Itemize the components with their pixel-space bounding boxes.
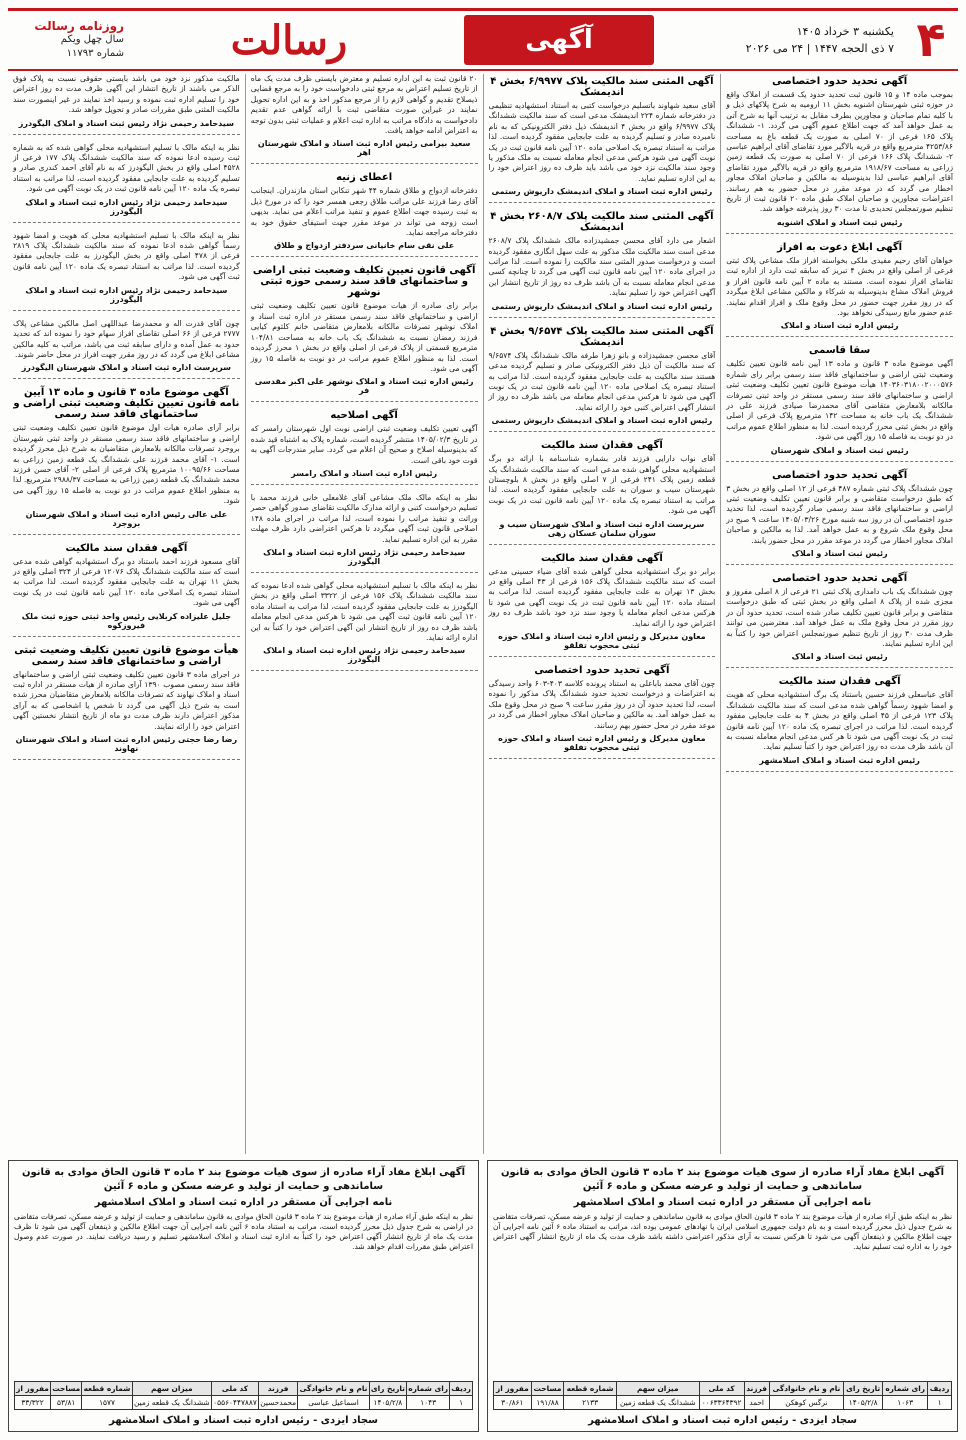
table-header-cell: مساحت — [51, 1382, 82, 1396]
table-cell: ۳۰/۸۶۱ — [494, 1396, 532, 1410]
ad-signature: رئیس ثبت اسناد و املاک — [791, 652, 888, 662]
notice-title: آگهی ابلاغ مفاد آراء صادره از سوی هیات موضوع بند ۲ ماده ۳ قانون الحاق موادی به قانون ساماندهی و حمایت از تولید و عرضه مسکن و ماده ۶ آئین — [21, 1167, 466, 1192]
classified-ad — [489, 211, 716, 317]
ad-signature: سرپرست اداره ثبت اسناد و املاک شهرستان سیب و سوران سلمان عسکان زهی — [499, 519, 705, 538]
table-cell: ۱۴۰۵/۲/۸ — [369, 1396, 406, 1410]
table-cell: ۱۴۰۵/۲/۸ — [844, 1396, 883, 1410]
table-cell: ۱ — [928, 1396, 952, 1410]
classified-ad — [726, 470, 953, 565]
classified-ad — [251, 410, 478, 485]
table-cell: ۱۵۷۷ — [82, 1396, 132, 1410]
table-header-row — [15, 1382, 473, 1396]
table-cell: ۱ — [450, 1396, 473, 1410]
ad-body: چون ششدانگ یک باب دامداری پلاک ثبتی ۲۱ فرعی از ۸ اصلی مفروز و مجزی شده از پلاک ۸ اصلی واقع در بخش ثبتی که طبق درخواست متقاضی و برابر قانون تعیین تکلیف صادر شده است، تحدید حدود آن در روز مقرر در محل وقوع ملک به عمل خواهد آمد. معترضین می توانند ظرف مدت ۳۰ روز از تاریخ تنظیم صورتمجلس اعتراض خود را کتباً به این اداره تسلیم نمایند. — [726, 587, 954, 649]
table-header-cell: کد ملی — [211, 1382, 258, 1396]
date-block — [654, 23, 904, 57]
table-header-cell: ردیف — [928, 1382, 952, 1396]
ad-signature: سیدحامد رحیمی نژاد رئیس اداره ثبت اسناد و املاک الیگودرز — [263, 547, 466, 566]
table-header-cell: شماره قطعه — [82, 1382, 132, 1396]
ad-body: برابر آرای صادره هیات اول موضوع قانون تعیین تکلیف وضعیت ثبتی اراضی و ساختمانهای فاقد سند رسمی مستقر در واحد ثبتی شهرستان بروجرد تصرفات مالکانه بلامعارض متقاضیان به شرح ذیل محرز گردیده است. ۱- آقای محمد فرزند علی ششدانگ یک قطعه زمین زراعی به مساحت ۱۰۰۹۵/۶۶ مترمربع پلاک فرعی از اصلی ۲- آقای حسن فرزند محمد ششدانگ یک قطعه زمین زراعی به مساحت ۲۹۸۸/۳۷ مترمربع. لذا به منظور اطلاع عموم مراتب در دو نوبت به فاصله ۱۵ روز آگهی می شود. — [13, 423, 240, 506]
masthead — [8, 8, 958, 71]
table-cell: ۲۱۳۳ — [564, 1396, 617, 1410]
classified-ad — [726, 242, 953, 337]
table-header-cell: تاریخ رای — [369, 1382, 406, 1396]
classified-ad — [13, 74, 240, 135]
ad-signature: رئیس ثبت اسناد و املاک شهرستان — [770, 445, 909, 455]
table-cell: ۵۳/۸۱ — [51, 1396, 82, 1410]
ad-title: آگهی المثنی سند مالکیت پلاک ۲۶۰۸/۷ بخش ۴ اندیمشک — [490, 211, 714, 234]
ad-body: مالکیت مذکور نزد خود می باشد بایستی حقوقی نسبت به پلاک فوق الذکر می باشند از تاریخ انتشار این آگهی ظرف مدت ده روز اعتراض خود را تسلیم اداره ثبت نموده و رسید اخذ نمایند در غیر اینصورت سند مالکیت المثنی طبق مقررات صادر و تحویل خواهد شد. — [13, 74, 240, 115]
table-header-cell: نام و نام خانوادگی — [769, 1382, 844, 1396]
ad-title: آگهی ابلاغ دعوت به افراز — [777, 241, 903, 253]
ad-signature: سیدحامد رحیمی نژاد رئیس اداره ثبت اسناد و املاک الیگودرز — [25, 285, 228, 304]
table-header-row — [494, 1382, 952, 1396]
ad-column — [483, 74, 721, 1154]
ad-signature: سیدحامد رحیمی نژاد رئیس اداره ثبت اسناد و املاک الیگودرز — [263, 646, 466, 665]
ad-title: آگهی تحدید حدود اختصاصی — [772, 76, 908, 87]
ad-signature: سعید بیرامی رئیس اداره ثبت اسناد و املاک شهرستان اهر — [257, 139, 471, 158]
page-number: ۴ — [916, 12, 946, 68]
table-cell: ۳۳/۳۲۲ — [15, 1396, 51, 1410]
table-header-cell: مفروز از — [494, 1382, 532, 1396]
ad-body: خواهان آقای رحیم مفیدی ملکی بخواسته افراز ملک مشاعی پلاک ثبتی فرعی از اصلی واقع در بخش ۴ تبریز که سابقه ثبت دارد از اداره ثبت تقاضای افراز نموده است. مستند به ماده ۲ آیین نامه قانون افراز و فروش املاک مشاع بدینوسیله به شرکاء و مالکین مشاعی ابلاغ میگردد که در روز مقرر جهت حضور در محل وقوع ملک و افراز اقدام نمایند. عدم حضور مانع رسیدگی نخواهد بود. — [726, 255, 953, 317]
table-cell: ۱۰۶۳ — [883, 1396, 928, 1410]
ad-body: آگهی تعیین تکلیف وضعیت ثبتی اراضی نوبت اول شهرستان رامسر که در تاریخ ۱۴۰۵/۰۲/۳ منتشر گردیده است، شماره پلاک به اشتباه قید شده که بدینوسیله اصلاح و صحیح آن اعلام می گردد. سایر مندرجات آگهی به قوت خود باقی است. — [250, 424, 478, 465]
classified-ad — [13, 543, 240, 637]
table-header-cell: فرزند — [259, 1382, 298, 1396]
classified-ad — [13, 231, 240, 311]
classified-ad — [13, 387, 240, 534]
ad-body: نظر به اینکه مالک با تسلیم استشهادیه محلی گواهی شده ادعا نموده که سند مالکیت ششدانگ پلاک ۱۵۶ فرعی از ۳۳۲۲ اصلی واقع در بخش الیگودرز به علت جابجایی مفقود گردیده است، لذا مراتب به استناد ماده ۱۲۰ آیین نامه قانون ثبت آگهی می شود تا هرکس مدعی انجام معامله باشد ظرف ده روز از تاریخ انتشار این آگهی اعتراض خود را کتباً به این اداره ارائه نماید. — [250, 580, 478, 642]
brand-name: روزنامه رسالت — [34, 19, 124, 33]
ad-title: آگهی فقدان سند مالکیت — [778, 676, 901, 688]
table-header-cell: رای شماره — [407, 1382, 450, 1396]
table-header-cell: رای شماره — [883, 1382, 928, 1396]
ad-title: آگهی قانون تعیین تکلیف وضعیت ثبتی اراضی و ساختمانهای فاقد سند رسمی حوزه ثبتی نوشهر — [252, 265, 476, 299]
ad-column — [8, 74, 245, 1154]
newspaper-logo: رسالت — [230, 16, 348, 64]
ad-body: در اجرای ماده ۳ قانون تعیین تکلیف وضعیت ثبتی اراضی و ساختمانهای فاقد سند رسمی مصوب ۱۳۹۰ آرای صادره از هیات مستقر در اداره ثبت اسناد و املاک نهاوند که تصرفات مالکانه بلامعارض متقاضیان محرز شده است به شرح ذیل آگهی می گردد تا شخص یا اشخاصی که به آرای مذکور اعتراض دارند ظرف مدت دو ماه از تاریخ انتشار نخستین آگهی اعتراض خود را ارائه نمایند. — [13, 669, 240, 731]
classified-ad — [13, 143, 240, 223]
ad-body: چون آقای قدرت اله و محمدرضا عبداللهی اصل مالکین مشاعی پلاک ۲۷۷۷ فرعی از ۶۶ اصلی تقاضای افراز سهام خود را نموده اند که تحدید حدود به عمل آمده و دارای سابقه ثبت می باشد، مراتب به کلیه مالکین مشاعی ابلاغ می گردد که در روز مقرر جهت افراز در محل حاضر شوند. — [13, 318, 240, 359]
classified-ad — [489, 553, 716, 657]
ad-signature: علی عالی رئیس اداره ثبت اسناد و املاک شهرستان بروجرد — [25, 509, 228, 528]
classified-ad — [251, 581, 478, 671]
table-header-cell: کد ملی — [699, 1382, 744, 1396]
ad-signature: سیدحامد رحیمی نژاد رئیس اداره ثبت اسناد و املاک الیگودرز — [25, 197, 228, 216]
ad-signature: رئیس اداره ثبت اسناد و املاک اندیمشک داریوش رستمی — [491, 301, 713, 311]
ad-title: آگهی موضوع ماده ۳ قانون و ماده ۱۳ آیین نامه قانون تعیین تکلیف وضعیت ثبتی اراضی و ساختمانهای فاقد سند رسمی — [13, 387, 240, 421]
ad-signature: رئیس اداره ثبت اسناد و املاک اسلامشهر — [759, 755, 920, 765]
ad-columns — [8, 74, 958, 1154]
ad-title: آگهی فقدان سند مالکیت — [540, 552, 663, 564]
ad-body: ۲۰ قانون ثبت به این اداره تسلیم و معترض بایستی ظرف مدت یک ماه از تاریخ تسلیم اعتراض به مرجع ثبتی دادخواست خود را به مرجع قضایی ذیصلاح تقدیم و گواهی لازم را از مرجع مذکور اخذ و به این اداره تحویل نمایند در غیراین صورت متقاضی ثبت با ارائه گواهی عدم تقدیم دادخواست به دادگاه مراتب به اداره ثبت اعلام و عملیات ثبتی بدون توجه به اعتراض ادامه خواهد یافت. — [250, 74, 478, 136]
table-header-cell: نام و نام خانوادگی — [298, 1382, 369, 1396]
ad-signature: جلیل علیزاده کربلایی رئیس واحد ثبتی حوزه ثبت ملک فیروزکوه — [21, 611, 231, 630]
issue-line: شماره ۱۱۷۹۳ — [66, 48, 124, 59]
table-row — [15, 1396, 473, 1410]
registry-table — [493, 1381, 952, 1410]
ad-title: اعطای زنیه — [336, 172, 393, 184]
table-cell: محمدحسین — [259, 1396, 298, 1410]
ad-body: چون آقای محمد باباعلی به استناد پرونده کلاسه ۴۰۳-۶۰۳ واحد رسیدگی به اعتراضات و درخواست تحدید حدود ششدانگ پلاک مذکور را نموده است، لذا تحدید حدود آن در روز مقرر ساعت ۹ صبح در محل وقوع ملک به عمل خواهد آمد. به مالکین و صاحبان املاک مجاور اخطار می گردد در موعد مقرر در محل حضور بهم رسانند. — [488, 679, 716, 730]
ad-column — [245, 74, 483, 1154]
bottom-notices — [8, 1160, 958, 1432]
classified-ad — [489, 76, 716, 203]
ad-body: نظر به اینکه مالک با تسلیم استشهادیه محلی که هویت و امضا شهود رسماً گواهی شده ادعا نموده که سند مالکیت ششدانگ پلاک ۲۸۱۹ فرعی از ۴۷۸ اصلی واقع در بخش الیگودرز به علت جابجایی مفقود گردیده است. لذا مراتب به استناد تبصره یک ماده ۱۲۰ آیین نامه قانون ثبت آگهی می شود. — [13, 230, 240, 282]
registry-table — [14, 1381, 473, 1410]
section-title: آگهی — [464, 15, 654, 65]
ad-signature: سرپرست اداره ثبت اسناد و املاک شهرستان الیگودرز — [21, 363, 232, 373]
ad-body: برابر رای صادره از هیات موضوع قانون تعیین تکلیف وضعیت ثبتی اراضی و ساختمانهای فاقد سند رسمی مستقر در اداره ثبت اسناد و املاک نوشهر تصرفات مالکانه بلامعارض متقاضی خانم کلثوم کیایی فرزند رمضان نسبت به ششدانگ یک باب خانه به مساحت ۱۰۴/۸۱ مترمربع قسمتی از پلاک فرعی از اصلی واقع در بخش ۱ محرز گردیده است. لذا به منظور اطلاع عموم مراتب در دو نوبت به فاصله ۱۵ روز آگهی می شود. — [250, 301, 478, 373]
table-header-cell: تاریخ رای — [844, 1382, 883, 1396]
registry-notice — [487, 1160, 958, 1432]
classified-ad — [489, 440, 716, 544]
ad-body: برابر دو برگ استشهادیه محلی گواهی شده آقای ضیاء حسینی مدعی است که سند مالکیت ششدانگ پلاک ۱۵۶ فرعی از ۴۳ اصلی واقع در بخش ۱۳ تهران به علت جابجایی مفقود گردیده است. لذا مراتب به استناد ماده ۱۲۰ آیین نامه قانون ثبت در یک نوبت آگهی می شود تا هرکس مدعی انجام معامله یا وجود سند نزد خود باشد ظرف ده روز اعتراض خود را ارائه نماید. — [488, 566, 716, 628]
table-cell: ۰۵۵۶۰۴۴۷۸۸۷ — [211, 1396, 258, 1410]
table-cell: احمد — [744, 1396, 769, 1410]
ad-signature: رئیس اداره ثبت اسناد و املاک — [780, 321, 899, 331]
classified-ad — [726, 345, 953, 461]
table-cell: ۱۰۴۳ — [407, 1396, 450, 1410]
table-cell: ششدانگ یک قطعه زمین — [132, 1396, 211, 1410]
notice-signature: سجاد ایزدی - رئیس اداره ثبت اسناد و املاک اسلامشهر — [109, 1415, 378, 1426]
table-header-cell: ردیف — [450, 1382, 473, 1396]
classified-ad — [251, 265, 478, 402]
classified-ad — [726, 76, 953, 234]
notice-signature: سجاد ایزدی - رئیس اداره ثبت اسناد و املاک اسلامشهر — [588, 1415, 857, 1426]
table-cell: نرگس کوهکن — [769, 1396, 844, 1410]
ad-body: آقای سعید شهاوند باتسلیم درخواست کتبی به استناد استشهادیه تنظیمی در دفترخانه شماره ۲۲۴ اندیمشک مدعی است که سند مالکیت ششدانگ پلاک ۶/۹۹۷۷ واقع در بخش ۴ اندیمشک ذیل دفتر الکترونیکی که به نام نامبرده صادر و تسلیم گردیده به علت جابجایی مفقود گردیده است. لذا مراتب به استناد تبصره یک اصلاحی ماده ۱۲۰ آیین نامه قانون ثبت در یک نوبت آگهی می شود هرکس مدعی انجام معامله نسبت به ملک مذکور یا وجود سند مالکیت نزد خود می باشد باید ظرف ده روز اعتراض خود را به این اداره تسلیم نماید. — [488, 101, 716, 183]
classified-ad — [251, 493, 478, 573]
ad-signature: رئیس اداره ثبت اسناد و املاک رامسر — [291, 468, 438, 478]
ad-signature: سیدحامد رحیمی نژاد رئیس ثبت اسناد و املاک الیگودرز — [18, 118, 234, 128]
notice-subtitle: نامه اجرایی آن مستقر در اداره ثبت اسناد و املاک اسلامشهر — [573, 1197, 872, 1208]
classified-ad — [726, 573, 953, 668]
ad-signature: رئیس اداره ثبت اسناد و املاک اندیمشک داریوش رستمی — [491, 187, 713, 197]
ad-title: آگهی فقدان سند مالکیت — [65, 542, 188, 554]
notice-body: نظر به اینکه طبق آراء صادره از هیأت موضوع بند ۲ ماده ۳ قانون الحاق موادی به قانون ساماندهی و حمایت از تولید و عرضه مسکن، تصرفات متقاضی در اراضی به شرح جدول ذیل محرز گردیده است، مراتب به استناد ماده ۶ آئین نامه اجرایی آن جهت اطلاع مالکین و ذینفعان آگهی می شود تا ظرف مدت یک ماه از تاریخ انتشار آگهی اعتراض خود را کتباً به اداره ثبت اسناد و املاک اسلامشهر تسلیم و رسید دریافت نمایند. در صورت عدم وصول اعتراض طبق مقررات اقدام خواهد شد. — [14, 1212, 473, 1251]
ad-title: آگهی تحدید حدود اختصاصی — [772, 469, 908, 481]
ad-signature: رئیس ثبت اسناد و املاک — [791, 549, 888, 558]
classified-ad — [13, 319, 240, 380]
classified-ad — [489, 665, 716, 759]
table-cell: ۱۹۱/۸۸ — [531, 1396, 564, 1410]
ad-body: دفترخانه ازدواج و طلاق شماره ۴۴ شهر تنکابن استان مازندران. اینجانب آقای رضا فرزند علی مراتب طلاق رجعی همسر خود را که در مورخ ذیل به ثبت رسیده جهت اطلاع عموم و تنفیذ مراتب اعلام می نماید. بدیهی است زوجه می تواند در موعد مقرر جهت استیفای حقوق خود به دفترخانه مراجعه نماید. — [250, 186, 478, 238]
table-header-cell: میزان سهم — [132, 1382, 211, 1396]
ad-body: اشعار می دارد آقای محسن جمشیدزاده مالک ششدانگ پلاک ۲۶۰۸/۷ مدعی است سند مالکیت ملک مذکور به علت سهل انگاری مفقود گردیده است و درخواست صدور المثنی سند مالکیت را نموده است. لذا مراتب در اجرای ماده ۱۲۰ آیین نامه قانون ثبت آگهی می گردد تا چنانچه کسی مدعی انجام معامله نسبت به آن باشد ظرف ده روز از تاریخ انتشار این آگهی اعتراض خود را تسلیم نماید. — [488, 236, 716, 298]
ad-title: آگهی المثنی سند مالکیت پلاک ۹/۶۵۷۴ بخش ۴ اندیمشک — [490, 325, 714, 348]
table-row — [494, 1396, 952, 1410]
date-line-1: یکشنبه ۳ خرداد ۱۴۰۵ — [796, 25, 894, 38]
classified-ad — [251, 74, 478, 164]
date-line-2: ۷ ذی الحجه ۱۴۴۷ | ۲۴ می ۲۰۲۶ — [745, 42, 894, 55]
masthead-meta — [8, 19, 124, 61]
ad-title: آگهی اصلاحیه — [330, 410, 398, 422]
ad-signature: معاون مدیرکل و رئیس اداره ثبت اسناد و املاک حوزه ثبتی محجوب تفلقو — [498, 734, 706, 753]
ad-signature: رضا رضا حجتی رئیس اداره ثبت اسناد و املاک شهرستان نهاوند — [15, 735, 238, 754]
ad-signature: رئیس ثبت اسناد و املاک اشنویه — [776, 217, 903, 227]
table-cell: ۰۰۶۳۳۶۴۳۹۲ — [699, 1396, 744, 1410]
ad-column — [720, 74, 958, 1154]
ad-signature: رئیس اداره ثبت اسناد و املاک نوشهر علی اکبر مقدسی فر — [254, 377, 474, 396]
classified-ad — [726, 676, 953, 771]
ad-body: بموجب ماده ۱۴ و ۱۵ قانون ثبت تحدید حدود یک قسمت از املاک واقع در حوزه ثبتی شهرستان اشنویه بخش ۱۱ ارومیه به شرح پلاکهای ذیل و با کلیه تمام صاحبان و مجاورین بطرف مقابل به ترتیب آنها به شرح آتی به عمل خواهد آمد که جهت اطلاع عموم آگهی می گردد. ۱- ششدانگ پلاک ۱۶۵ فرعی از ۷۰ اصلی به صورت یک قطعه باغ به مساحت ۴۲۵۳/۸۶ مترمربع واقع در قریه بالاگیر مورد تقاضای آقای ابراهیم عباسی ۲- ششدانگ پلاک ۱۶۶ فرعی از ۷۰ اصلی به صورت یک قطعه زمین زراعی به مساحت ۱۹۱۸/۶۷ مترمربع واقع در قریه بالاگیر مورد تقاضای آقای ابراهیم عباسی لذا بدینوسیله به مالکین و صاحبان املاک مجاور اخطار می گردد که در موعد مقرر در محل حضور به هم رسانند. اعتراضات مجاورین و صاحبان املاک طبق ماده ۲۰ قانون ثبت از تاریخ تنظیم صورتمجلس تحدیدی تا مدت ۳۰ روز پذیرفته خواهد شد. — [726, 90, 954, 214]
notice-body: نظر به اینکه طبق آراء صادره از هیأت موضوع بند ۲ ماده ۳ قانون الحاق موادی به قانون ساماندهی و حمایت از تولید و عرضه مسکن، تصرفات متقاضی به شرح جدول ذیل محرز گردیده است و به نام دولت جمهوری اسلامی ایران یا نهادهای عمومی بوده اند، مراتب به استناد ماده ۶ آئین نامه اجرایی آن جهت اطلاع مالکین و ذینفعان آگهی می شود تا هرکس نسبت به آرای مذکور اعتراضی داشته باشد ظرف مدت یک ماه از تاریخ انتشار آگهی اعتراض خود را به اداره ثبت تسلیم نماید. — [493, 1212, 952, 1251]
ad-body: چون ششدانگ پلاک ثبتی شماره ۴۸۷ فرعی از ۱۲ اصلی واقع در بخش ۳ که طبق درخواست متقاضی و برابر قانون تعیین تکلیف وضعیت ثبتی اراضی و ساختمانهای فاقد سند رسمی صادر گردیده است، لذا تحدید حدود اختصاصی آن در روز سه شنبه مورخ ۱۴۰۵/۰۳/۲۶ ساعت ۹ صبح در محل وقوع ملک شروع و به عمل خواهد آمد. لذا به مالکین و صاحبان املاک مجاور اخطار می گردد در موعد مقرر در محل حضور یابند. — [726, 483, 954, 545]
classified-ad — [13, 645, 240, 760]
ad-title: آگهی المثنی سند مالکیت پلاک ۶/۹۹۷۷ بخش ۴ اندیمشک — [490, 76, 714, 98]
table-cell: اسماعیل عباسی — [298, 1396, 369, 1410]
ad-body: آقای محسن جمشیدزاده و بانو زهرا طرفه مالک ششدانگ پلاک ۹/۶۵۷۴ که سند مالکیت آن ذیل دفتر الکترونیکی صادر و تسلیم گردیده مدعی هستند سند مالکیت به علت جابجایی مفقود گردیده است. لذا مراتب به استناد تبصره یک اصلاحی ماده ۱۲۰ آیین نامه قانون ثبت در یک نوبت آگهی می شود تا هرکس مدعی انجام معامله می باشد ظرف ده روز از انتشار آگهی اعتراض کتبی خود را ارائه نماید. — [488, 350, 716, 412]
ad-title: آگهی تحدید حدود اختصاصی — [534, 665, 670, 676]
table-header-cell: مفروز از — [15, 1382, 51, 1396]
ad-signature: رئیس اداره ثبت اسناد و املاک اندیمشک داریوش رستمی — [491, 416, 713, 426]
ad-body: نظر به اینکه مالک ملک مشاعی آقای غلامعلی خانی فرزند محمد با تسلیم درخواست کتبی و ارائه مدارک مالکیت تقاضای صدور گواهی حصر وراثت و تنفیذ مراتب را نموده است، لذا مراتب در اجرای ماده ۱۴۸ اصلاحی قانون ثبت آگهی میگردد تا هرکس اعتراضی دارد ظرف مهلت مقرر به این اداره تسلیم نماید. — [250, 492, 478, 544]
table-header-cell: فرزند — [744, 1382, 769, 1396]
notice-title: آگهی ابلاغ مفاد آراء صادره از سوی هیات موضوع بند ۲ ماده ۳ قانون الحاق موادی به قانون ساماندهی و حمایت از تولید و عرضه مسکن و ماده ۶ آئین — [500, 1167, 945, 1192]
ad-signature: علی نقی سام خانیانی سردفتر ازدواج و طلاق — [274, 241, 455, 251]
year-line: سال چهل ویکم — [60, 34, 124, 45]
ad-title: آگهی تحدید حدود اختصاصی — [772, 573, 908, 584]
ad-title: آگهی فقدان سند مالکیت — [540, 440, 663, 452]
ad-title: سقا قاسمی — [809, 345, 871, 357]
table-header-cell: مساحت — [531, 1382, 564, 1396]
table-header-cell: شماره قطعه — [564, 1382, 617, 1396]
ad-signature: معاون مدیرکل و رئیس اداره ثبت اسناد و املاک حوزه ثبتی محجوب تفلقو — [498, 632, 706, 650]
ad-body: آقای نواب دارایی فرزند قادر بشماره شناسنامه با ارائه دو برگ استشهادیه محلی گواهی شده مدعی است که سند مالکیت ششدانگ یک قطعه زمین پلاک ۲۴۱ فرعی از ۷ اصلی واقع در بخش ۸ بلوچستان شهرستان سیب و سوران به علت جابجایی مفقود گردیده است. لذا مراتب به استناد تبصره یک ماده ۱۲۰ آیین نامه قانون ثبت در یک نوبت آگهی می شود. — [488, 454, 716, 516]
notice-subtitle: نامه اجرایی آن مستقر در اداره ثبت اسناد و املاک اسلامشهر — [94, 1197, 393, 1208]
table-cell: ششدانگ یک قطعه زمین — [616, 1396, 699, 1410]
classified-ad — [489, 326, 716, 432]
ad-body: نظر به اینکه مالک با تسلیم استشهادیه محلی گواهی شده که به شماره ثبت رسیده ادعا نموده که سند مالکیت ششدانگ پلاک ۱۷۷ فرعی از ۴۵۲۸ اصلی واقع در بخش الیگودرز که به نام آقای احمد کندری صادر و تسلیم گردیده به علت جابجایی مفقود گردیده است، لذا مراتب به استناد تبصره یک ماده ۱۲۰ آیین نامه قانون ثبت در یک نوبت آگهی می شود. — [13, 142, 240, 194]
table-header-cell: میزان سهم — [616, 1382, 699, 1396]
ad-body: آقای عباسعلی فرزند حسین باستناد یک برگ استشهادیه محلی که هویت و امضا شهود رسماً گواهی شده مدعی است که سند مالکیت ششدانگ پلاک ۱۲۳ فرعی از ۴۵ اصلی واقع در بخش ۴ به علت جابجایی مفقود گردیده است. لذا مراتب در اجرای تبصره یک ماده ۱۲۰ آیین نامه قانون ثبت در یک نوبت آگهی می شود تا هر کس مدعی انجام معامله نسبت به آن باشد ظرف مدت ده روز اعتراض خود را کتباً تسلیم نماید. — [726, 690, 953, 752]
classified-ad — [251, 172, 478, 257]
ad-title: هیأت موضوع قانون تعیین تکلیف وضعیت ثبتی اراضی و ساختمانهای فاقد سند رسمی — [14, 644, 239, 667]
registry-notice — [8, 1160, 479, 1432]
ad-body: آقای مسعود فرزند احمد باستناد دو برگ استشهادیه گواهی شده مدعی است که سند مالکیت ششدانگ پلاک ۱۲۰۷۶ فرعی از ۳۲۴ اصلی واقع در بخش ۱۱ تهران به علت جابجایی مفقود گردیده است. لذا مراتب به استناد تبصره یک اصلاحی ماده ۱۲۰ آیین نامه قانون ثبت در یک نوبت آگهی می شود. — [13, 556, 240, 608]
ad-body: آگهی موضوع ماده ۳ قانون و ماده ۱۳ آیین نامه قانون تعیین تکلیف وضعیت ثبتی اراضی و ساختمانهای فاقد سند رسمی برابر رای شماره ۱۴۰۳۶۰۳۱۸۰۰۲۰۰۰۵۷۶ هیأت موضوع قانون تعیین تکلیف وضعیت ثبتی اراضی و ساختمانهای فاقد سند رسمی مستقر در واحد ثبتی تصرفات مالکانه بلامعارض متقاضی آقای محمدرضا صیادی فرزند علی در ششدانگ یک باب خانه به مساحت ۱۴۲ مترمربع پلاک فرعی از اصلی واقع در بخش ثبتی محرز گردیده است. لذا به منظور اطلاع عموم مراتب در دو نوبت به فاصله ۱۵ روز آگهی می شود. — [726, 359, 953, 442]
